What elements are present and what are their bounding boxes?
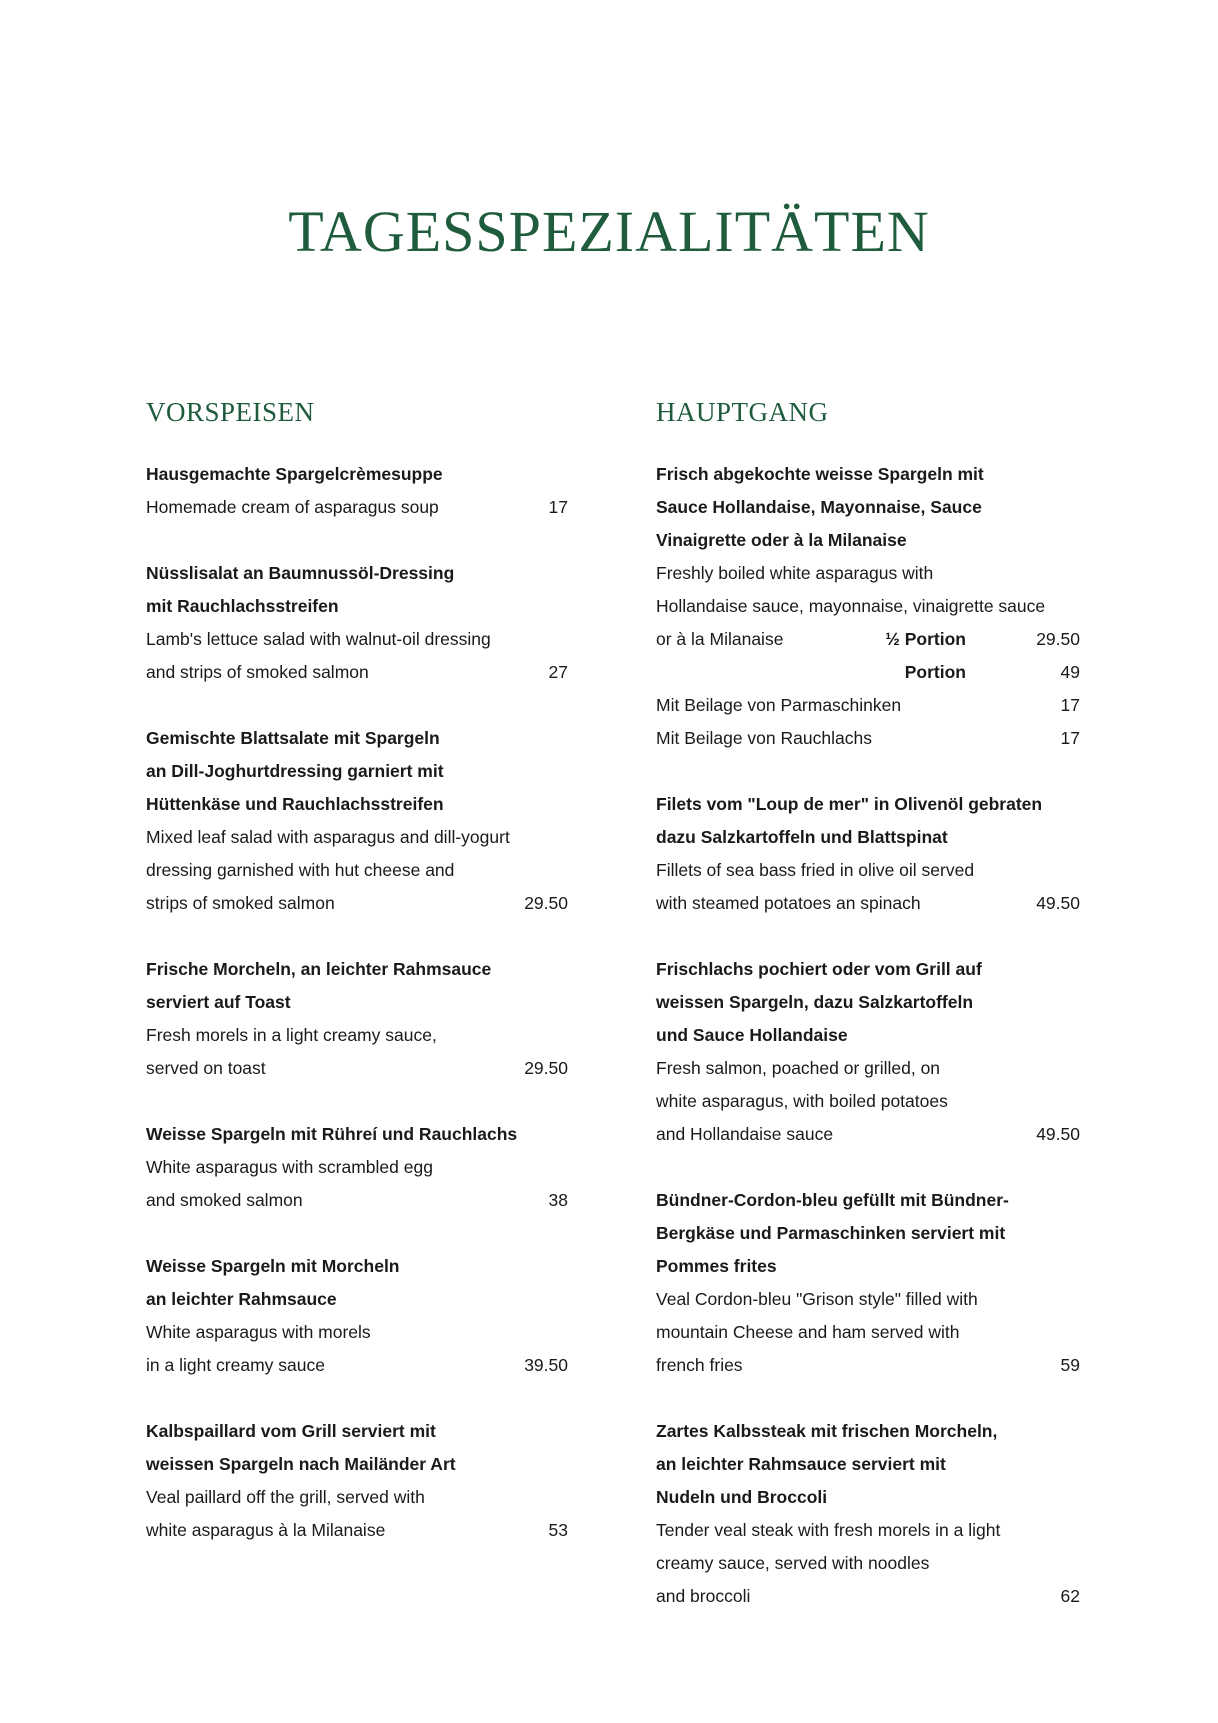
- dish-description-row: [146, 1481, 568, 1514]
- dish-description-row: [656, 1052, 1080, 1085]
- dish-description-row: [656, 1580, 1080, 1613]
- menu-item: [146, 458, 568, 524]
- menu-item: [146, 1250, 568, 1382]
- dish-description-row: [656, 887, 1080, 920]
- dish-name-line: Frische Morcheln, an leichter Rahmsauce: [146, 959, 492, 979]
- dish-name-line: weissen Spargeln nach Mailänder Art: [146, 1454, 456, 1474]
- dish-price: 29.50: [524, 893, 568, 913]
- menu-item: [146, 953, 568, 1085]
- dish-description-line: in a light creamy sauce: [146, 1355, 325, 1375]
- dish-description-line: with steamed potatoes an spinach: [656, 893, 921, 913]
- mains-heading: HAUPTGANG: [656, 397, 829, 427]
- dish-description-line: White asparagus with morels: [146, 1322, 371, 1342]
- dish-description-line: Veal Cordon-bleu "Grison style" filled with: [656, 1289, 978, 1309]
- dish-description-line: Hollandaise sauce, mayonnaise, vinaigrette sauce: [656, 596, 1046, 616]
- side-dish-label: Mit Beilage von Rauchlachs: [656, 728, 872, 748]
- side-dish-row: [656, 722, 1080, 755]
- dish-name-line: Bündner-Cordon-bleu gefüllt mit Bündner-: [656, 1190, 1009, 1210]
- menu-item: [656, 1415, 1080, 1613]
- dish-description-line: white asparagus à la Milanaise: [146, 1520, 386, 1540]
- dish-description-line: White asparagus with scrambled egg: [146, 1157, 433, 1177]
- dish-name-line: Vinaigrette oder à la Milanaise: [656, 530, 907, 550]
- dish-description-row: [146, 1184, 568, 1217]
- dish-name-line: Nudeln und Broccoli: [656, 1487, 828, 1507]
- dish-price: 27: [548, 662, 568, 682]
- dish-description-line: and strips of smoked salmon: [146, 662, 369, 682]
- dish-price: 49.50: [1036, 893, 1080, 913]
- side-dish-label: Mit Beilage von Parmaschinken: [656, 695, 902, 715]
- dish-description-line: Freshly boiled white asparagus with: [656, 563, 934, 583]
- dish-description-row: [656, 854, 1080, 887]
- dish-name-line: Frisch abgekochte weisse Spargeln mit: [656, 464, 984, 484]
- dish-description-line: served on toast: [146, 1058, 266, 1078]
- side-dish-row: [656, 689, 1080, 722]
- dish-name-line: Pommes frites: [656, 1256, 777, 1276]
- dish-description-line: Mixed leaf salad with asparagus and dill-yogurt: [146, 827, 510, 847]
- dish-name-line: Hausgemachte Spargelcrèmesuppe: [146, 464, 443, 484]
- side-dish-price: 17: [1060, 695, 1080, 715]
- dish-name-line: Filets vom "Loup de mer" in Olivenöl gebraten: [656, 794, 1043, 814]
- page-title: TAGESSPEZIALITÄTEN: [288, 199, 930, 264]
- dish-description-line: Fillets of sea bass fried in olive oil served: [656, 860, 975, 880]
- portion-row-half: [656, 623, 1080, 656]
- dish-name-line: Frischlachs pochiert oder vom Grill auf: [656, 959, 982, 979]
- dish-description-line: Homemade cream of asparagus soup: [146, 497, 439, 517]
- dish-description-row: [146, 656, 568, 689]
- dish-description-row: [656, 1118, 1080, 1151]
- dish-name-line: dazu Salzkartoffeln und Blattspinat: [656, 827, 948, 847]
- menu-item-asparagus: [656, 458, 1080, 755]
- dish-description-row: [656, 1283, 1080, 1316]
- dish-price: 53: [548, 1520, 568, 1540]
- menu-item: [146, 557, 568, 689]
- dish-description-line: Fresh salmon, poached or grilled, on: [656, 1058, 941, 1078]
- portion-price: 49: [1060, 662, 1080, 682]
- dish-description-line: creamy sauce, served with noodles: [656, 1553, 930, 1573]
- half-portion-price: 29.50: [1036, 629, 1080, 649]
- dish-description-row: [146, 623, 568, 656]
- starters-section: [146, 392, 568, 1580]
- dish-description-line: french fries: [656, 1355, 743, 1375]
- dish-name-line: Nüsslisalat an Baumnussöl-Dressing: [146, 563, 455, 583]
- dish-price: 38: [548, 1190, 568, 1210]
- dish-description-line: and smoked salmon: [146, 1190, 303, 1210]
- menu-item: [146, 722, 568, 920]
- dish-description-line: mountain Cheese and ham served with: [656, 1322, 960, 1342]
- dish-description-row: [656, 1514, 1080, 1547]
- dish-description-line: dressing garnished with hut cheese and: [146, 860, 455, 880]
- dish-description-line: Lamb's lettuce salad with walnut-oil dressing: [146, 629, 491, 649]
- dish-description-row: [146, 1316, 568, 1349]
- dish-description-row: [146, 1052, 568, 1085]
- dish-name-line: Weisse Spargeln mit Morcheln: [146, 1256, 400, 1276]
- dish-name-line: weissen Spargeln, dazu Salzkartoffeln: [656, 992, 974, 1012]
- dish-price: 49.50: [1036, 1124, 1080, 1144]
- starters-list: [146, 458, 568, 1547]
- dish-name-line: an leichter Rahmsauce serviert mit: [656, 1454, 946, 1474]
- dish-price: 17: [548, 497, 568, 517]
- dish-description-row: [146, 887, 568, 920]
- dish-price: 59: [1060, 1355, 1080, 1375]
- dish-name-line: Weisse Spargeln mit Rühreí und Rauchlachs: [146, 1124, 518, 1144]
- dish-description-line: Fresh morels in a light creamy sauce,: [146, 1025, 437, 1045]
- dish-description-line: and broccoli: [656, 1586, 751, 1606]
- menu-item: [146, 1415, 568, 1547]
- dish-description-row: [656, 1349, 1080, 1382]
- dish-description-row: [656, 1085, 1080, 1118]
- dish-price: 29.50: [524, 1058, 568, 1078]
- dish-description-line: strips of smoked salmon: [146, 893, 335, 913]
- dish-description-row: [146, 491, 568, 524]
- dish-name-line: serviert auf Toast: [146, 992, 291, 1012]
- mains-list: [656, 458, 1080, 1613]
- dish-name-line: Gemischte Blattsalate mit Spargeln: [146, 728, 440, 748]
- dish-price: 39.50: [524, 1355, 568, 1375]
- dish-name-line: Zartes Kalbssteak mit frischen Morcheln,: [656, 1421, 998, 1441]
- mains-section: [656, 392, 1080, 1646]
- dish-description-row: [656, 1316, 1080, 1349]
- dish-description-row: [146, 854, 568, 887]
- menu-item: [656, 953, 1080, 1151]
- dish-description-row: [146, 1514, 568, 1547]
- side-dish-price: 17: [1060, 728, 1080, 748]
- dish-description-line: or à la Milanaise: [656, 629, 784, 649]
- dish-description-line: Tender veal steak with fresh morels in a light: [656, 1520, 1001, 1540]
- dish-description-row: [146, 1019, 568, 1052]
- dish-name-line: Bergkäse und Parmaschinken serviert mit: [656, 1223, 1006, 1243]
- menu-item: [656, 1184, 1080, 1382]
- starters-heading: VORSPEISEN: [146, 397, 315, 427]
- portion-label: Portion: [904, 662, 966, 682]
- portion-row-full: [656, 656, 1080, 689]
- menu-item: [656, 788, 1080, 920]
- half-portion-label: ½ Portion: [885, 629, 966, 649]
- dish-description-line: Veal paillard off the grill, served with: [146, 1487, 425, 1507]
- dish-name-line: Kalbspaillard vom Grill serviert mit: [146, 1421, 436, 1441]
- menu-item: [146, 1118, 568, 1217]
- dish-description-row: [146, 1349, 568, 1382]
- dish-name-line: an Dill-Joghurtdressing garniert mit: [146, 761, 444, 781]
- dish-name-line: Sauce Hollandaise, Mayonnaise, Sauce: [656, 497, 982, 517]
- dish-description-line: white asparagus, with boiled potatoes: [656, 1091, 948, 1111]
- dish-description-row: [146, 1151, 568, 1184]
- dish-name-line: Hüttenkäse und Rauchlachsstreifen: [146, 794, 444, 814]
- dish-description-row: [656, 1547, 1080, 1580]
- dish-description-line: and Hollandaise sauce: [656, 1124, 834, 1144]
- dish-name-line: und Sauce Hollandaise: [656, 1025, 848, 1045]
- dish-name-line: mit Rauchlachsstreifen: [146, 596, 339, 616]
- dish-name-line: an leichter Rahmsauce: [146, 1289, 337, 1309]
- dish-price: 62: [1060, 1586, 1080, 1606]
- dish-description-row: [146, 821, 568, 854]
